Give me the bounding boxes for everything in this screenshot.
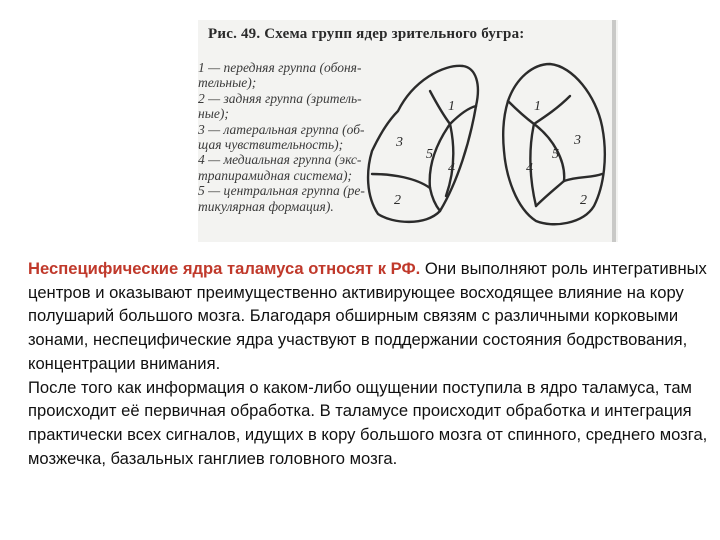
thalamus-figure xyxy=(198,20,618,242)
figure-edge xyxy=(612,20,616,242)
right-label-1: 1 xyxy=(534,99,541,114)
body-text xyxy=(28,257,708,470)
left-division xyxy=(372,174,430,188)
right-division xyxy=(534,124,564,181)
left-label-5: 5 xyxy=(426,147,433,162)
left-division xyxy=(430,91,450,124)
left-label-3: 3 xyxy=(396,135,403,150)
paragraph-1-text: Они выполняют роль интегративных центров и оказывают преимущественно активирующее восходящее влияние на кору полушарий большого мозга. Благодаря обширным связям с различными корковыми зонами, неспецифические ядра участвуют в поддержании состояния бодрствования, концентрации внимания. xyxy=(28,259,707,373)
right-division xyxy=(536,181,564,206)
right-division xyxy=(564,174,602,181)
right-label-2: 2 xyxy=(580,193,587,208)
legend-line: трапирамидная система); xyxy=(198,167,353,183)
figure-title: Рис. 49. Схема групп ядер зрительного бугра: xyxy=(208,26,525,42)
legend-line: 5 — центральная группа (ре- xyxy=(198,183,365,199)
paragraph-1 xyxy=(28,257,708,376)
legend-line: ные); xyxy=(198,106,229,122)
legend-line: 2 — задняя группа (зритель- xyxy=(198,90,362,106)
legend-line: щая чувствительность); xyxy=(198,137,344,153)
right-label-5: 5 xyxy=(552,147,559,162)
left-label-4: 4 xyxy=(448,161,455,176)
paragraph-2: После того как информация о каком-либо ощущении поступила в ядро таламуса, там происходит её первичная обработка. В таламусе происходит обработка и интеграция практически всех сигналов, идущих в кору большого мозга от спинного, среднего мозга, мозжечка, базальных ганглиев головного мозга. xyxy=(28,377,708,468)
left-label-1: 1 xyxy=(448,99,455,114)
figure-legend xyxy=(198,60,378,214)
left-thalamus-outline xyxy=(368,66,478,222)
left-label-2: 2 xyxy=(394,193,401,208)
legend-line: 4 — медиальная группа (экс- xyxy=(198,152,362,168)
right-label-3: 3 xyxy=(574,133,581,148)
legend-line: 1 — передняя группа (обоня- xyxy=(198,60,362,75)
lead-sentence: Неспецифические ядра таламуса относят к РФ. xyxy=(28,259,421,278)
thalamus-diagram xyxy=(358,56,608,236)
legend-line: тельные); xyxy=(198,75,257,91)
right-division xyxy=(508,101,534,124)
legend-line: 3 — латеральная группа (об- xyxy=(198,121,365,137)
legend-line: тикулярная формация). xyxy=(198,198,334,214)
left-division xyxy=(430,188,440,211)
right-label-4: 4 xyxy=(526,161,533,176)
